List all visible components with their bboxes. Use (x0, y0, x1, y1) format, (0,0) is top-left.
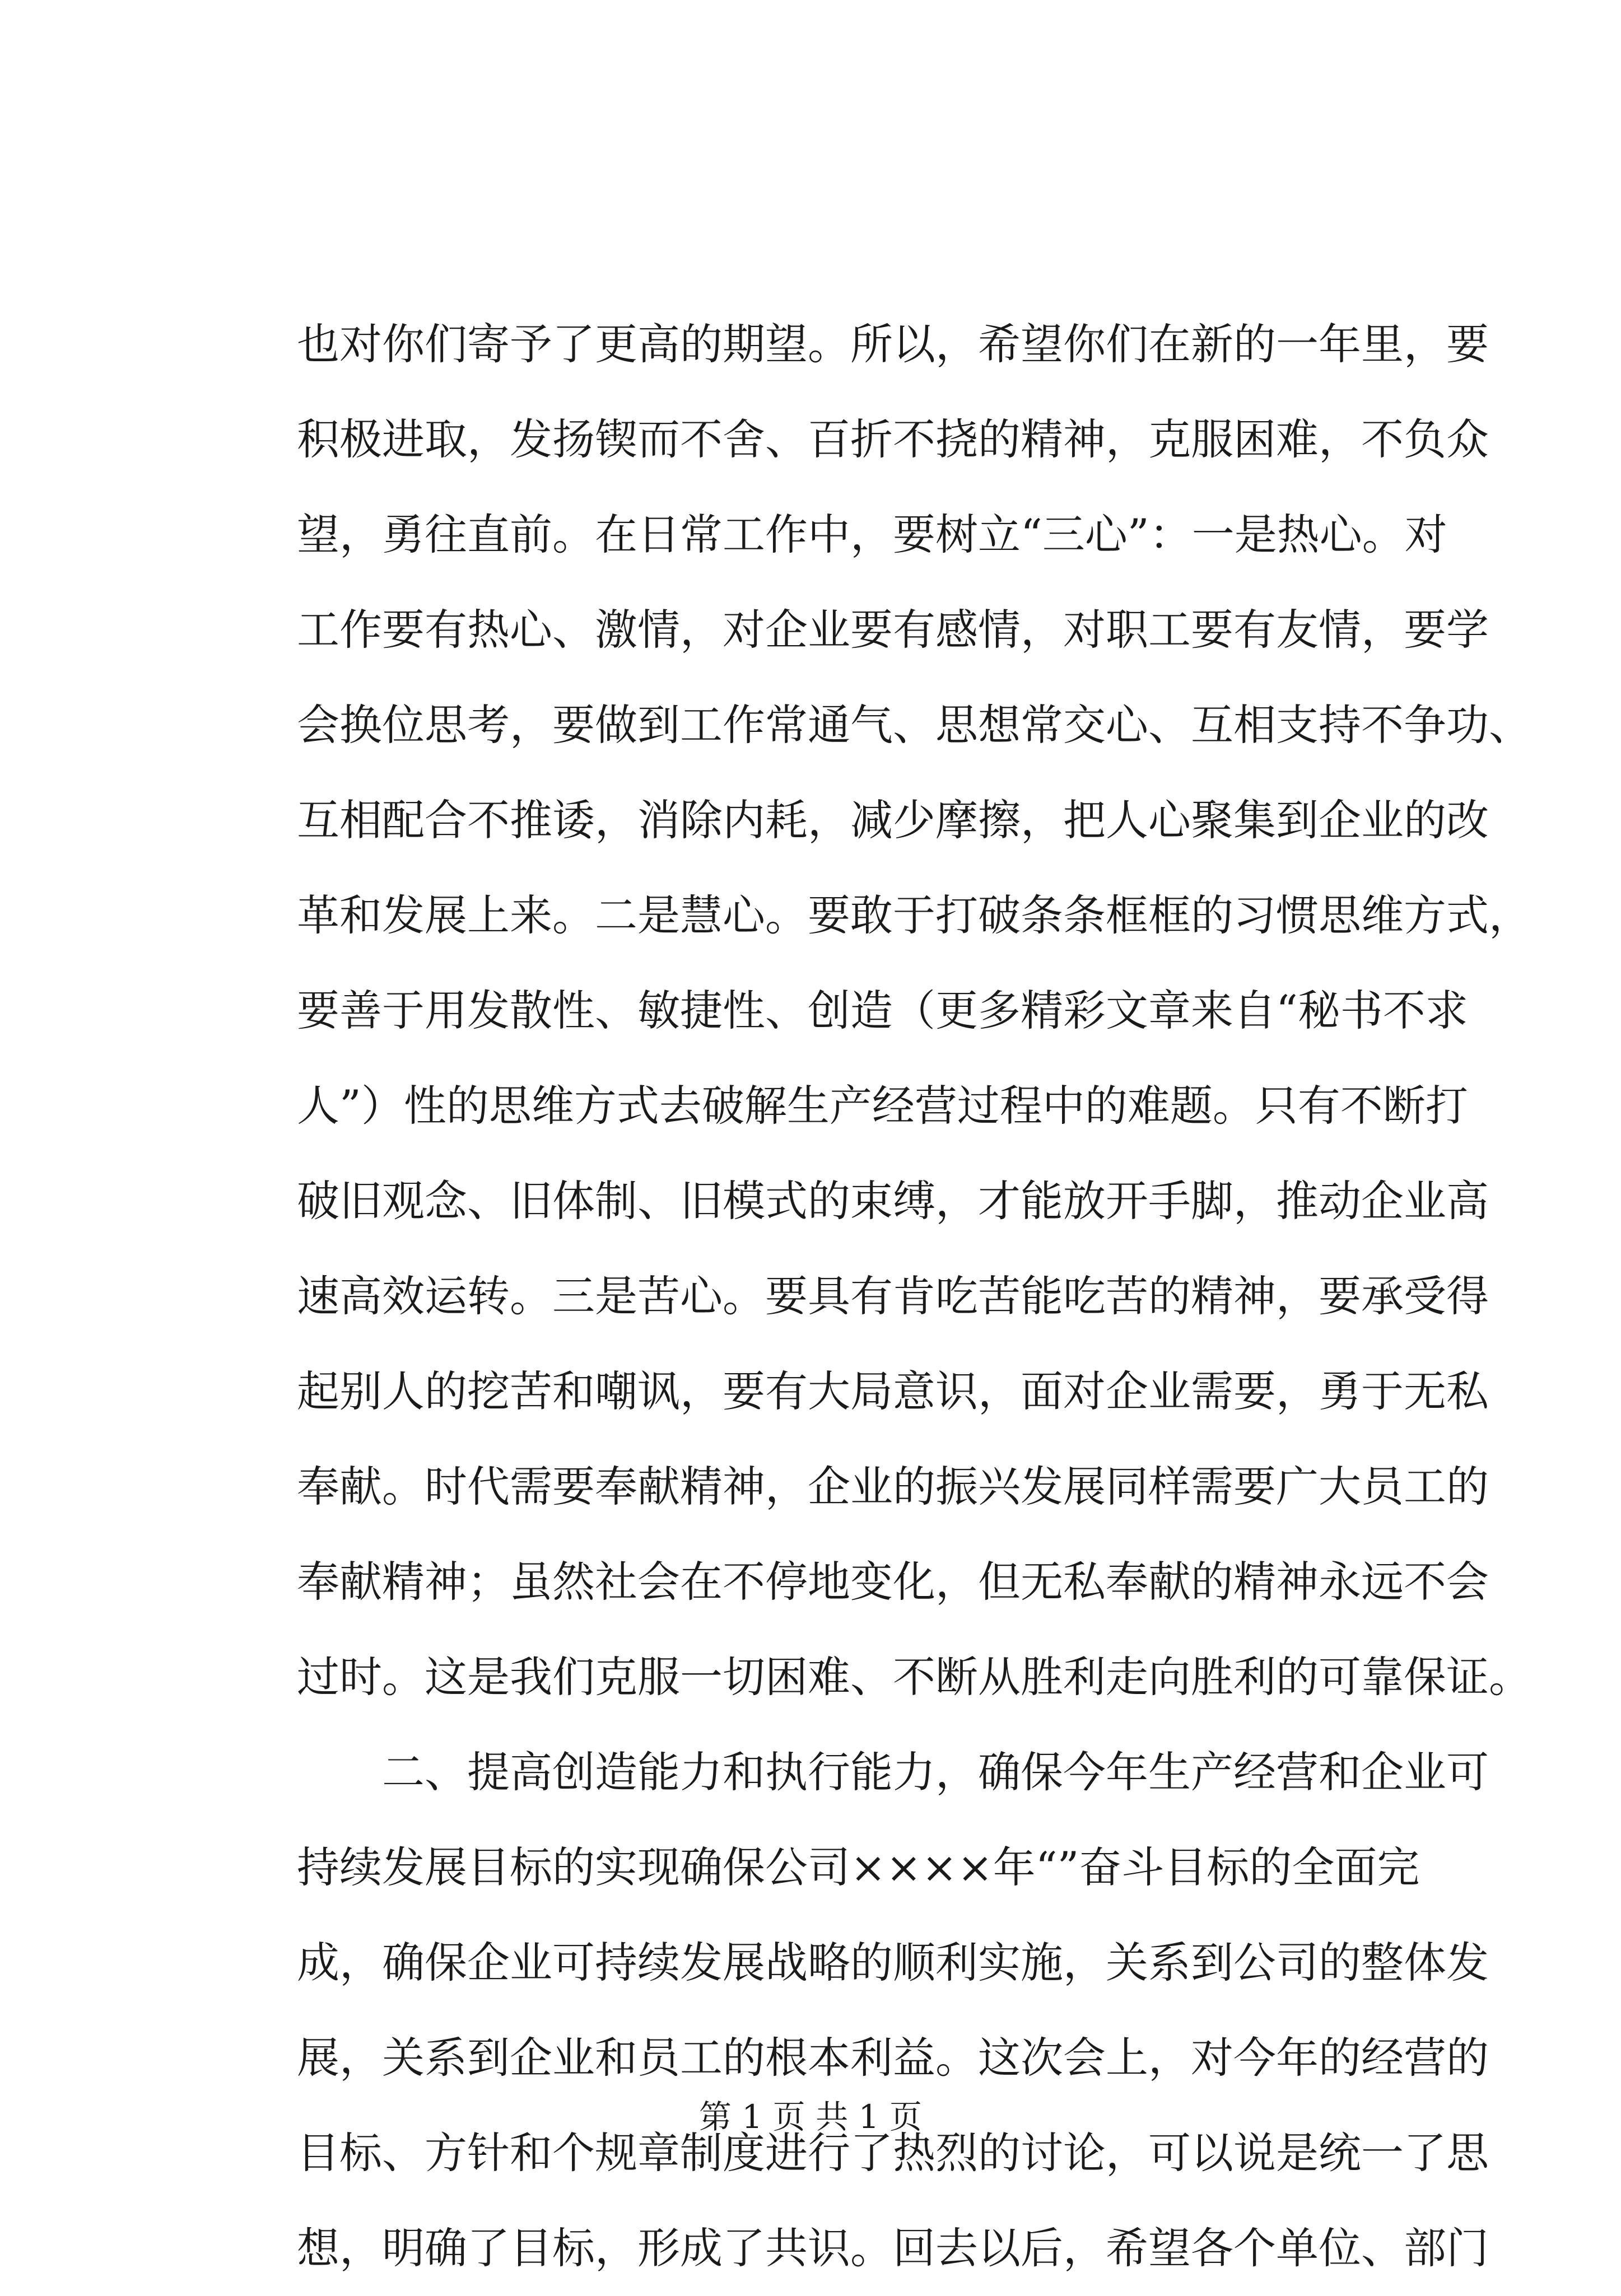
text-line: 破旧观念、旧体制、旧模式的束缚，才能放开手脚，推动企业高 (297, 1176, 1489, 1226)
text-line: 工作要有热心、激情，对企业要有感情，对职工要有友情，要学 (297, 605, 1489, 655)
text-line: 奉献。时代需要奉献精神，企业的振兴发展同样需要广大员工的 (297, 1462, 1489, 1511)
text-line: 速高效运转。三是苦心。要具有肯吃苦能吃苦的精神，要承受得 (297, 1271, 1489, 1321)
text-line: 展，关系到企业和员工的根本利益。这次会上，对今年的经营的 (297, 2033, 1489, 2083)
text-line: 想，明确了目标，形成了共识。回去以后，希望各个单位、部门 (297, 2223, 1489, 2273)
text-line: 要善于用发散性、敏捷性、创造（更多精彩文章来自“秘书不求 (297, 986, 1468, 1035)
text-line: 互相配合不推诿，消除内耗，减少摩擦，把人心聚集到企业的改 (297, 795, 1489, 845)
paragraph-end-line: 过时。这是我们克服一切困难、不断从胜利走向胜利的可靠保证。 (297, 1652, 1531, 1702)
text-line: 会换位思考，要做到工作常通气、思想常交心、互相支持不争功、 (297, 700, 1531, 750)
paragraph-start-line: 二、提高创造能力和执行能力，确保今年生产经营和企业可 (382, 1747, 1489, 1797)
text-line: 望，勇往直前。在日常工作中，要树立“三心”：一是热心。对 (297, 510, 1447, 559)
text-line: 积极进取，发扬锲而不舍、百折不挠的精神，克服困难，不负众 (297, 414, 1489, 464)
text-line: 成，确保企业可持续发展战略的顺利实施，关系到公司的整体发 (297, 1938, 1489, 1987)
text-line: 目标、方针和个规章制度进行了热烈的讨论，可以说是统一了思 (297, 2128, 1489, 2178)
text-line: 起别人的挖苦和嘲讽，要有大局意识，面对企业需要，勇于无私 (297, 1366, 1489, 1416)
text-line: 也对你们寄予了更高的期望。所以，希望你们在新的一年里，要 (297, 319, 1489, 369)
text-line: 持续发展目标的实现确保公司××××年“”奋斗目标的全面完 (297, 1842, 1420, 1892)
page-footer: 第 1 页 共 1 页 (699, 2098, 922, 2136)
text-line: 革和发展上来。二是慧心。要敢于打破条条框框的习惯思维方式， (297, 890, 1531, 940)
body-text (297, 297, 1531, 2296)
text-line: 人”）性的思维方式去破解生产经营过程中的难题。只有不断打 (297, 1081, 1468, 1131)
text-line: 奉献精神；虽然社会在不停地变化，但无私奉献的精神永远不会 (297, 1557, 1489, 1607)
